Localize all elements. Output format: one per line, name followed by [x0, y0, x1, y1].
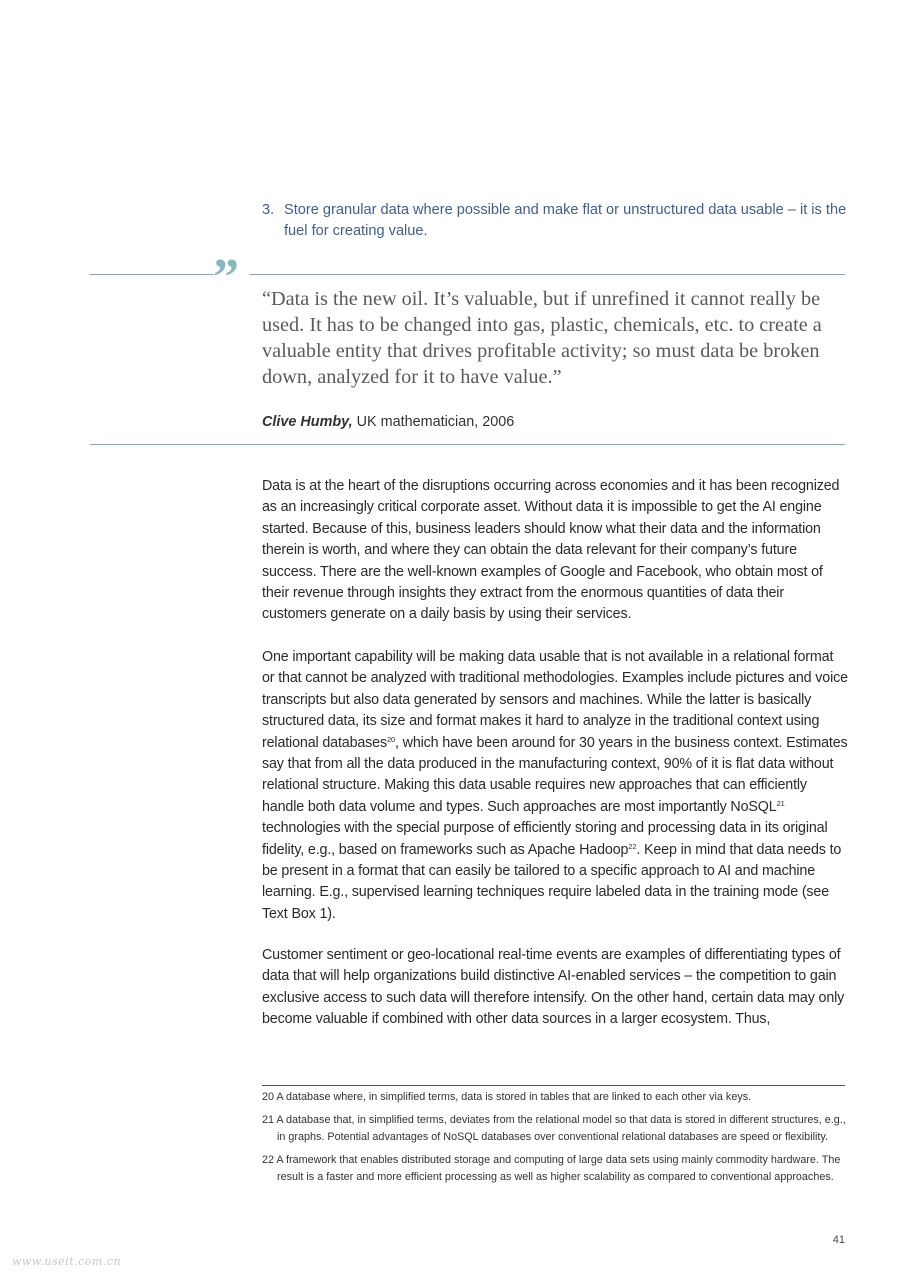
- footnote-21: 21 A database that, in simplified terms, deviates from the relational model so that data is stored in different structures, e.g., in graphs. Potential advantages of NoSQL databases over conventional relational databases are speed or flexibility.: [262, 1114, 846, 1143]
- paragraph-2-part-c: technologies with the special purpose of efficiently storing and processing data in its original fidelity, e.g., based on frameworks such as Apache Hadoop: [262, 820, 828, 858]
- paragraph-2-part-a: One important capability will be making data usable that is not available in a relational format or that cannot be analyzed with traditional methodologies. Examples include pictures and voice transcripts but also data generated by sensors and machines. While the latter is basically structured data, its size and format makes it hard to analyze in the traditional context using relational databases: [262, 649, 848, 751]
- footnote-ref-21: 21: [776, 798, 785, 808]
- paragraph-3: Customer sentiment or geo-locational real-time events are examples of differentiating types of data that will help organizations build distinctive AI-enabled services – the competition to gain exclusive access to such data will therefore intensify. On the other hand, certain data may only become valuable if combined with other data sources in a larger ecosystem. Thus,: [262, 947, 845, 1028]
- pull-quote: “Data is the new oil. It’s valuable, but if unrefined it cannot really be used. It has to be changed into gas, plastic, chemicals, etc. to create a valuable entity that drives profitable activity; so must data be broken down, analyzed for it to have value.”: [262, 288, 822, 388]
- section-number: 3.: [262, 202, 275, 218]
- paragraph-1: Data is at the heart of the disruptions occurring across economies and it has been recognized as an increasingly critical corporate asset. Without data it is impossible to get the AI engine started. Because of this, business leaders should know what their data and the information therein is worth, and where they can obtain the data relevant for their company’s future success. There are the well-known examples of Google and Facebook, who obtain most of their revenue through insights they extract from the enormous quantities of data their customers generate on a daily basis by using their services.: [262, 478, 840, 623]
- quote-rule-left: [90, 274, 214, 275]
- footnote-22: 22 A framework that enables distributed storage and computing of large data sets using mainly commodity hardware. The result is a faster and more efficient processing as well as higher scalability as compared to conventional approaches.: [262, 1154, 841, 1183]
- quote-mark-glyph: ”: [213, 256, 239, 296]
- quote-author-role: UK mathematician, 2006: [352, 414, 515, 430]
- quote-attribution: [262, 414, 514, 430]
- section-title: Store granular data where possible and make flat or unstructured data usable – it is the fuel for creating value.: [284, 202, 847, 239]
- paragraph-2-part-b: , which have been around for 30 years in the business context. Estimates say that from all the data produced in the manufacturing context, 90% of it is flat data without relational structure. Making this data usable requires new approaches that can efficiently handle both data volume and types. Such approaches are most importantly NoSQL: [262, 734, 848, 815]
- footnote-ref-20: 20: [386, 734, 396, 744]
- footnotes: [262, 1089, 847, 1192]
- page-number: 41: [832, 1234, 845, 1246]
- quote-rule-right: [250, 274, 845, 275]
- watermark: www.useit.com.cn: [12, 1255, 122, 1268]
- paragraph-2: [262, 647, 848, 925]
- section-heading: [262, 200, 852, 242]
- footnote-ref-22: 22: [628, 841, 637, 851]
- quote-rule-bottom: [90, 444, 845, 445]
- quote-mark-icon: [213, 256, 253, 296]
- footnote-divider: [262, 1085, 845, 1086]
- quote-author: Clive Humby,: [262, 414, 353, 430]
- paragraph-2-part-d: . Keep in mind that data needs to be present in a format that can easily be tailored to a specific approach to AI and machine learning. E.g., supervised learning techniques require labeled data in the training mode (see Text Box 1).: [262, 841, 842, 922]
- footnote-20: 20 A database where, in simplified terms, data is stored in tables that are linked to each other via keys.: [262, 1091, 752, 1103]
